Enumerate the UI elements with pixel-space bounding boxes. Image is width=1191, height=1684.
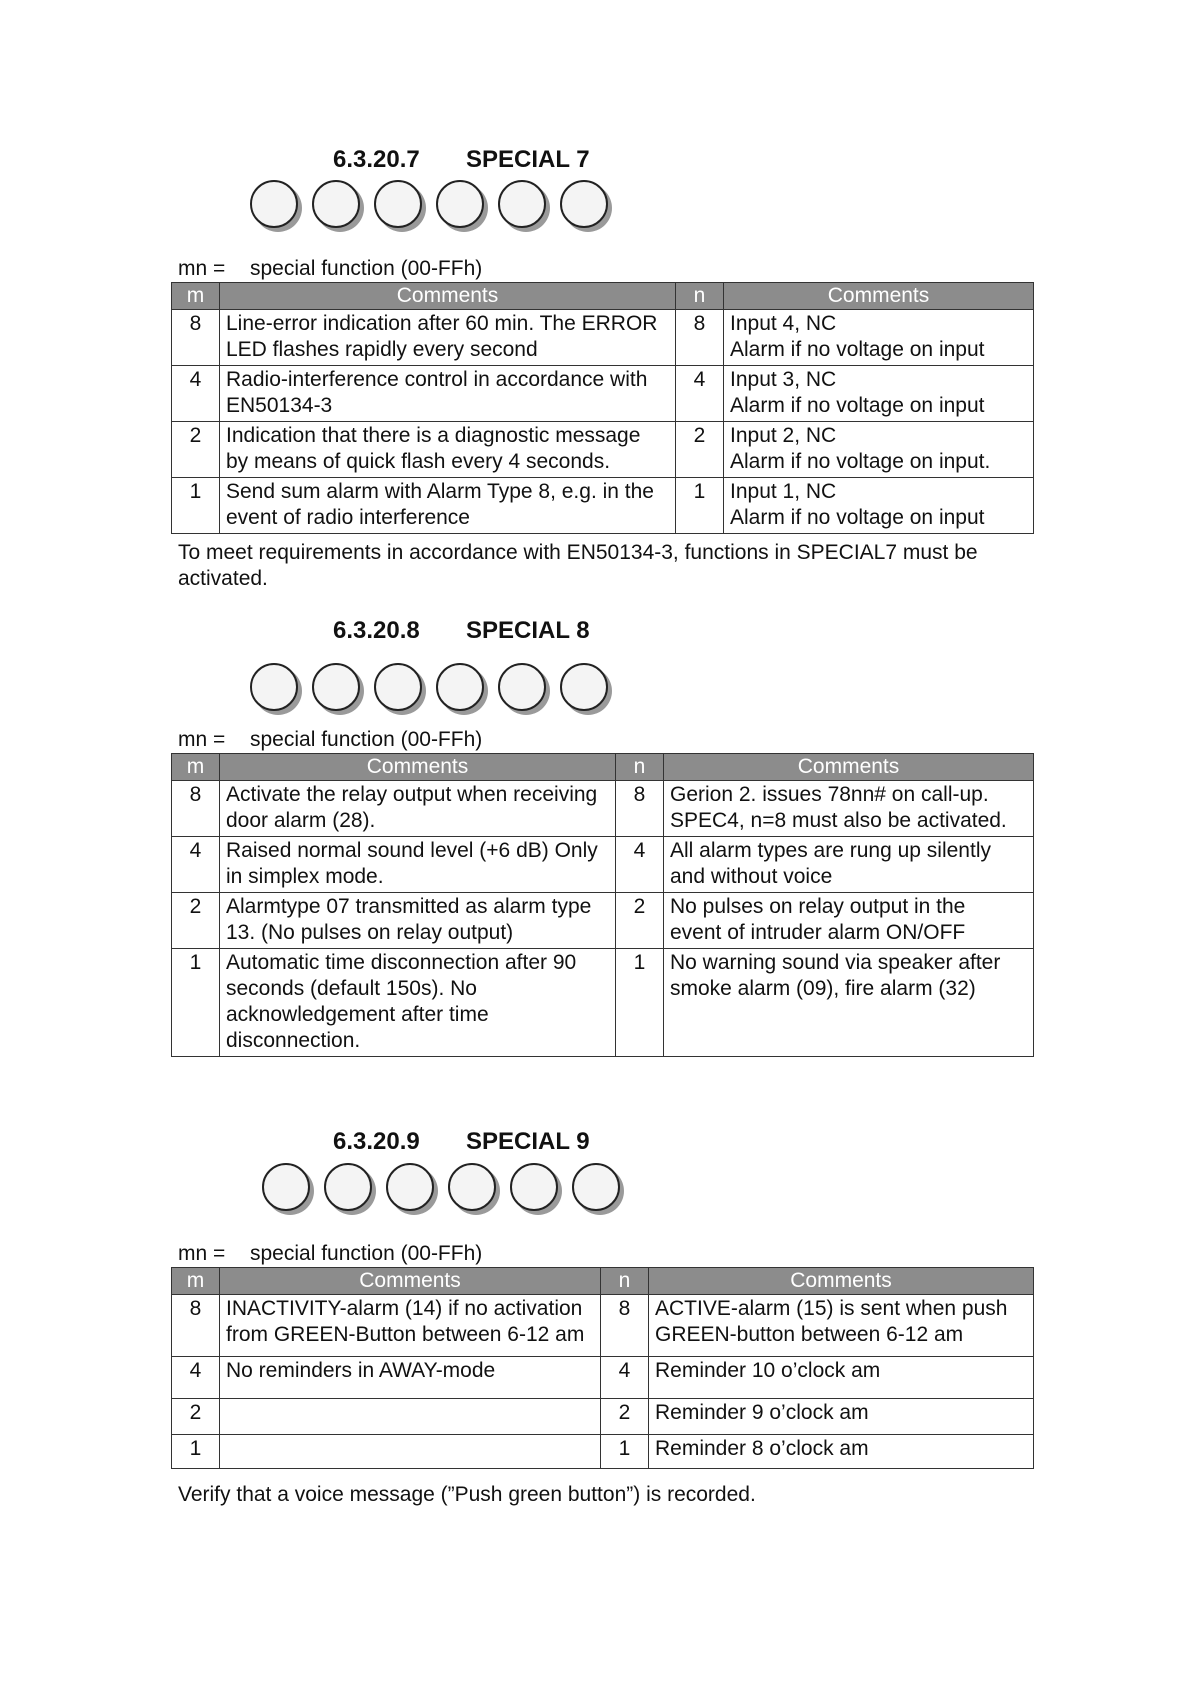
m-comment: Raised normal sound level (+6 dB) Only in simplex mode. [220,837,616,893]
mn-label: mn = [178,257,226,280]
m-comment: INACTIVITY-alarm (14) if no activation from GREEN-Button between 6-12 am [220,1295,601,1357]
table-header-row [172,1268,1034,1295]
header-m: m [172,754,220,781]
digit-circle [312,663,360,711]
section-heading [333,617,590,645]
m-value: 2 [172,422,220,478]
mn-label: mn = [178,728,226,751]
table-row [172,893,1034,949]
n-comment: Gerion 2. issues 78nn# on call-up. SPEC4, n=8 must also be activated. [664,781,1034,837]
n-value: 4 [616,837,664,893]
n-comment: No pulses on relay output in the event of intruder alarm ON/OFF [664,893,1034,949]
n-comment: Input 2, NC Alarm if no voltage on input. [724,422,1034,478]
section-number: 6.3.20.7 [333,146,420,173]
table-row [172,1399,1034,1435]
section-note: Verify that a voice message (”Push green button”) is recorded. [178,1483,756,1506]
digit-circle [560,663,608,711]
n-comment: All alarm types are rung up silently and without voice [664,837,1034,893]
special-9-table [171,1267,1034,1469]
header-comments-n: Comments [649,1268,1034,1295]
table-row [172,837,1034,893]
m-value: 8 [172,310,220,366]
m-comment: Indication that there is a diagnostic message by means of quick flash every 4 seconds. [220,422,676,478]
m-comment [220,1399,601,1435]
m-value: 1 [172,478,220,534]
digit-circle [374,663,422,711]
digit-circle [312,180,360,228]
n-comment: Input 1, NC Alarm if no voltage on input [724,478,1034,534]
section-note: To meet requirements in accordance with EN50134-3, functions in SPECIAL7 must be activated. [178,541,978,590]
header-comments-m: Comments [220,754,616,781]
table-row [172,478,1034,534]
n-value: 1 [616,949,664,1057]
digit-circle [386,1163,434,1211]
special-8-table [171,753,1034,1057]
digit-circle [436,180,484,228]
m-comment [220,1435,601,1469]
n-value: 2 [601,1399,649,1435]
header-m: m [172,1268,220,1295]
mn-text: special function (00-FFh) [250,257,483,280]
n-comment: Reminder 10 o’clock am [649,1357,1034,1399]
n-comment: Input 3, NC Alarm if no voltage on input [724,366,1034,422]
mn-definition [178,1242,482,1266]
m-comment: No reminders in AWAY-mode [220,1357,601,1399]
n-value: 8 [616,781,664,837]
table-row [172,310,1034,366]
table-header-row [172,283,1034,310]
digit-circle [510,1163,558,1211]
n-comment: Input 4, NC Alarm if no voltage on input [724,310,1034,366]
n-value: 8 [676,310,724,366]
special-7-table [171,282,1034,534]
table-row [172,1357,1034,1399]
m-value: 8 [172,781,220,837]
m-value: 4 [172,1357,220,1399]
mn-definition [178,728,482,752]
m-comment: Send sum alarm with Alarm Type 8, e.g. in the event of radio interference [220,478,676,534]
digit-circle [498,180,546,228]
digit-circle [250,180,298,228]
n-comment: No warning sound via speaker after smoke alarm (09), fire alarm (32) [664,949,1034,1057]
header-comments-m: Comments [220,283,676,310]
mn-text: special function (00-FFh) [250,1242,483,1265]
digit-circle [374,180,422,228]
table-row [172,949,1034,1057]
header-comments-n: Comments [724,283,1034,310]
table-row [172,1435,1034,1469]
header-comments-n: Comments [664,754,1034,781]
table-row [172,781,1034,837]
section-heading [333,1128,590,1156]
digit-circle [324,1163,372,1211]
m-comment: Radio-interference control in accordance with EN50134-3 [220,366,676,422]
m-value: 1 [172,1435,220,1469]
n-value: 2 [616,893,664,949]
n-value: 1 [601,1435,649,1469]
mn-label: mn = [178,1242,226,1265]
m-comment: Alarmtype 07 transmitted as alarm type 13. (No pulses on relay output) [220,893,616,949]
m-value: 8 [172,1295,220,1357]
m-comment: Automatic time disconnection after 90 seconds (default 150s). No acknowledgement after time disconnection. [220,949,616,1057]
digit-circle [572,1163,620,1211]
section-title: SPECIAL 8 [466,617,590,644]
digit-circle [448,1163,496,1211]
digit-circle [436,663,484,711]
digit-circle [498,663,546,711]
header-n: n [676,283,724,310]
section-title: SPECIAL 7 [466,146,590,173]
digit-circles [250,180,608,228]
mn-text: special function (00-FFh) [250,728,483,751]
table-row [172,422,1034,478]
n-comment: ACTIVE-alarm (15) is sent when push GREEN-button between 6-12 am [649,1295,1034,1357]
header-n: n [616,754,664,781]
m-value: 2 [172,893,220,949]
header-n: n [601,1268,649,1295]
digit-circle [250,663,298,711]
digit-circle [262,1163,310,1211]
digit-circles [262,1163,620,1211]
digit-circle [560,180,608,228]
m-value: 4 [172,837,220,893]
header-comments-m: Comments [220,1268,601,1295]
m-comment: Activate the relay output when receiving door alarm (28). [220,781,616,837]
section-heading [333,146,590,174]
n-value: 1 [676,478,724,534]
m-value: 4 [172,366,220,422]
mn-definition [178,257,482,281]
section-number: 6.3.20.8 [333,617,420,644]
n-value: 2 [676,422,724,478]
section-title: SPECIAL 9 [466,1128,590,1155]
header-m: m [172,283,220,310]
m-comment: Line-error indication after 60 min. The ERROR LED flashes rapidly every second [220,310,676,366]
n-value: 4 [676,366,724,422]
m-value: 1 [172,949,220,1057]
digit-circles [250,663,608,711]
section-number: 6.3.20.9 [333,1128,420,1155]
n-value: 4 [601,1357,649,1399]
m-value: 2 [172,1399,220,1435]
n-comment: Reminder 8 o’clock am [649,1435,1034,1469]
n-comment: Reminder 9 o’clock am [649,1399,1034,1435]
table-row [172,366,1034,422]
table-header-row [172,754,1034,781]
n-value: 8 [601,1295,649,1357]
table-row [172,1295,1034,1357]
